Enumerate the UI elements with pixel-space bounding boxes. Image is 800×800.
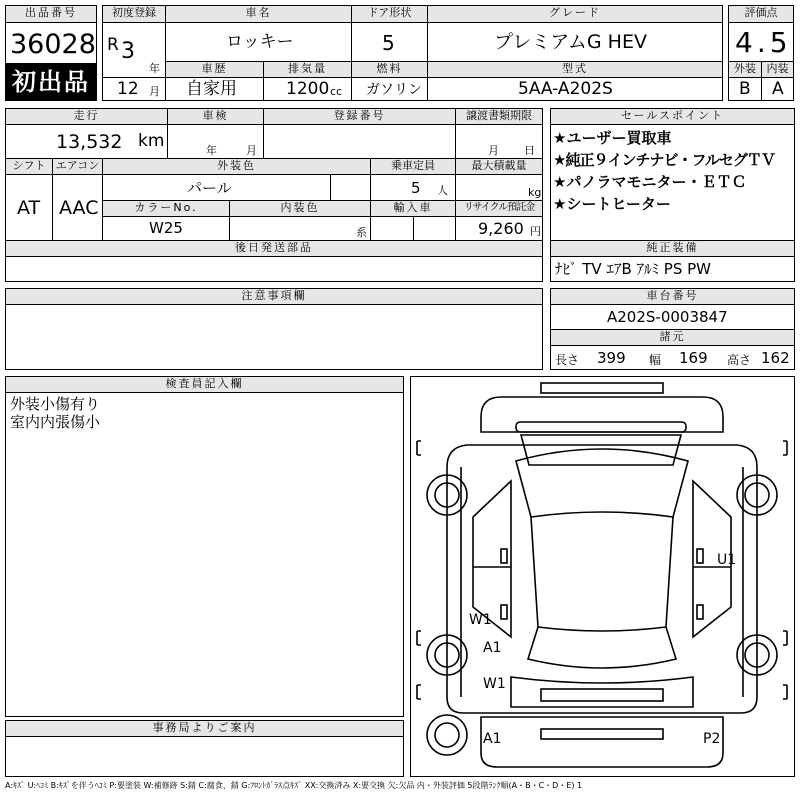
first-reg-header: 初度登録: [102, 5, 166, 23]
first-reg-year-unit: 年: [149, 62, 160, 75]
capacity-cell: [370, 174, 456, 201]
fuel-value: ガソリン: [366, 82, 422, 98]
sales-point-item: ★シートヒーター: [553, 195, 671, 213]
damage-mark: A1: [483, 640, 502, 656]
car-name: ロッキー: [226, 32, 294, 52]
displacement-value: 1200: [286, 79, 330, 99]
first-reg-era: R: [107, 35, 119, 55]
first-reg-month-unit: 月: [149, 85, 160, 98]
history-value: 自家用: [186, 79, 237, 99]
model-cell: [427, 77, 723, 101]
inspection-month-unit: 月: [246, 144, 257, 157]
shift-cell: [5, 174, 53, 241]
first-reg-year: 3: [121, 39, 135, 64]
first-reg-month-cell: [102, 77, 166, 101]
mileage-value: 13,532: [56, 131, 123, 153]
specs-header: 諸元: [550, 329, 795, 346]
inspection-header: 車検: [167, 108, 264, 125]
chassis-cell: [550, 304, 795, 330]
damage-diagram: [410, 376, 795, 777]
grade-value: プレミアムG HEV: [494, 31, 647, 53]
genuine-cell: [550, 256, 795, 282]
color-no-value: W25: [149, 219, 183, 237]
fuel-header: 燃料: [351, 61, 428, 78]
color-no-cell: [102, 216, 230, 241]
interior-color-cell: [229, 216, 371, 241]
import-cell-a: [370, 216, 414, 241]
specs-height-label: 高さ: [727, 353, 752, 367]
model-value: 5AA-A202S: [518, 79, 613, 99]
aircon-value: AAC: [59, 197, 99, 219]
shift-value: AT: [17, 197, 41, 219]
shift-header: シフト: [5, 158, 53, 175]
sales-point-item: ★純正９インチナビ・フルセグＴＶ: [553, 151, 775, 169]
interior-score-cell: [761, 77, 794, 101]
damage-mark: W1: [483, 676, 506, 692]
lot-header: 出品番号: [5, 5, 97, 23]
first-auction-badge: [5, 63, 97, 101]
grade-cell: [427, 22, 723, 62]
lot-number-cell: [5, 22, 97, 64]
sales-points-cell: [550, 124, 795, 241]
exterior-score-cell: [728, 77, 762, 101]
specs-cell: [550, 345, 795, 370]
interior-color-header: 内装色: [229, 200, 371, 217]
first-reg-year-cell: [102, 22, 166, 78]
inspector-note: 室内内張傷小: [10, 413, 101, 431]
transfer-cell: [455, 124, 543, 159]
history-header: 車歴: [165, 61, 264, 78]
model-header: 型式: [427, 61, 723, 78]
transfer-day-unit: 日: [524, 144, 535, 157]
displacement-unit: cc: [330, 85, 343, 98]
inspection-year-unit: 年: [206, 144, 217, 157]
transfer-month-unit: 月: [488, 144, 499, 157]
damage-mark: P2: [703, 731, 721, 747]
damage-mark: W1: [469, 612, 492, 628]
inspector-cell: [5, 392, 404, 717]
interior-color-unit: 系: [356, 226, 367, 239]
damage-mark: A1: [483, 731, 502, 747]
score-header: 評価点: [728, 5, 794, 23]
office-cell: [5, 736, 404, 777]
capacity-value: 5: [411, 179, 421, 197]
doors-cell: [351, 22, 428, 62]
displacement-header: 排気量: [263, 61, 352, 78]
exterior-score: B: [739, 79, 751, 99]
exterior-color-value: パール: [187, 179, 232, 197]
later-parts-header: 後日発送部品: [5, 240, 543, 257]
mileage-unit: km: [138, 131, 165, 151]
doors-value: 5: [382, 31, 395, 55]
chassis-header: 車台番号: [550, 288, 795, 305]
car-outline: [411, 377, 794, 776]
import-cell-b: [413, 216, 456, 241]
specs-width: 169: [679, 349, 708, 367]
lot-number: 36028: [10, 29, 96, 60]
exterior-color-extra-cell: [330, 174, 371, 201]
specs-height: 162: [761, 349, 790, 367]
later-parts-cell: [5, 256, 543, 282]
exterior-score-header: 外装: [728, 61, 762, 78]
inspector-header: 検査員記入欄: [5, 376, 404, 393]
notes-cell: [5, 304, 543, 370]
color-no-header: カラーNo.: [102, 200, 230, 217]
interior-score: A: [772, 79, 784, 99]
aircon-header: エアコン: [52, 158, 103, 175]
mileage-cell: [5, 124, 168, 159]
office-header: 事務局よりご案内: [5, 720, 404, 737]
car-name-header: 車名: [165, 5, 352, 23]
max-load-unit: kg: [528, 186, 542, 199]
grade-header: グレード: [427, 5, 723, 23]
import-header: 輸入車: [370, 200, 456, 217]
sales-point-item: ★パノラマモニター・ＥＴＣ: [553, 173, 747, 191]
legend: A:ｷｽﾞ U:ﾍｺﾐ B:ｷｽﾞを伴うﾍｺﾐ P:要塗装 W:補修跡 S:錆 C:腐食、錆 G:ﾌﾛﾝﾄｶﾞﾗｽ点ｷｽﾞ XX:交換済み X:要交換 欠:欠品 内・外装評価 5段階ﾗﾝｸ順(A・B・C・D・E) 1: [5, 781, 583, 790]
chassis-value: A202S-0003847: [607, 308, 728, 326]
history-cell: [165, 77, 264, 101]
first-auction-label: 初出品: [12, 68, 90, 96]
score-cell: [728, 22, 794, 62]
displacement-cell: [263, 77, 352, 101]
genuine-header: 純正装備: [550, 240, 795, 257]
notes-header: 注意事項欄: [5, 288, 543, 305]
sales-point-item: ★ユーザー買取車: [553, 129, 672, 147]
recycle-header: リサイクル預託金: [455, 200, 543, 217]
max-load-cell: [455, 174, 543, 201]
damage-mark: U1: [717, 552, 737, 568]
exterior-color-header: 外装色: [102, 158, 371, 175]
car-name-cell: [165, 22, 352, 62]
exterior-color-cell: [102, 174, 331, 201]
fuel-cell: [351, 77, 428, 101]
recycle-value: 9,260: [478, 219, 524, 238]
inspector-note: 外装小傷有り: [10, 395, 101, 413]
reg-no-header: 登録番号: [263, 108, 456, 125]
recycle-cell: [455, 216, 543, 241]
doors-header: ドア形状: [351, 5, 428, 23]
capacity-unit: 人: [437, 184, 448, 197]
sales-points-header: セールスポイント: [550, 108, 795, 125]
recycle-unit: 円: [530, 225, 541, 238]
specs-width-label: 幅: [649, 353, 662, 367]
mileage-header: 走行: [5, 108, 168, 125]
reg-no-cell: [263, 124, 456, 159]
capacity-header: 乗車定員: [370, 158, 456, 175]
score-value: 4.5: [735, 26, 792, 59]
transfer-header: 譲渡書類期限: [455, 108, 543, 125]
max-load-header: 最大積載量: [455, 158, 543, 175]
interior-score-header: 内装: [761, 61, 794, 78]
genuine-value: ﾅﾋﾞ TV ｴｱB ｱﾙﾐ PS PW: [555, 260, 711, 278]
first-reg-month: 12: [117, 79, 139, 99]
specs-length-label: 長さ: [555, 353, 580, 367]
inspection-cell: [167, 124, 264, 159]
specs-length: 399: [597, 349, 626, 367]
aircon-cell: [52, 174, 103, 241]
